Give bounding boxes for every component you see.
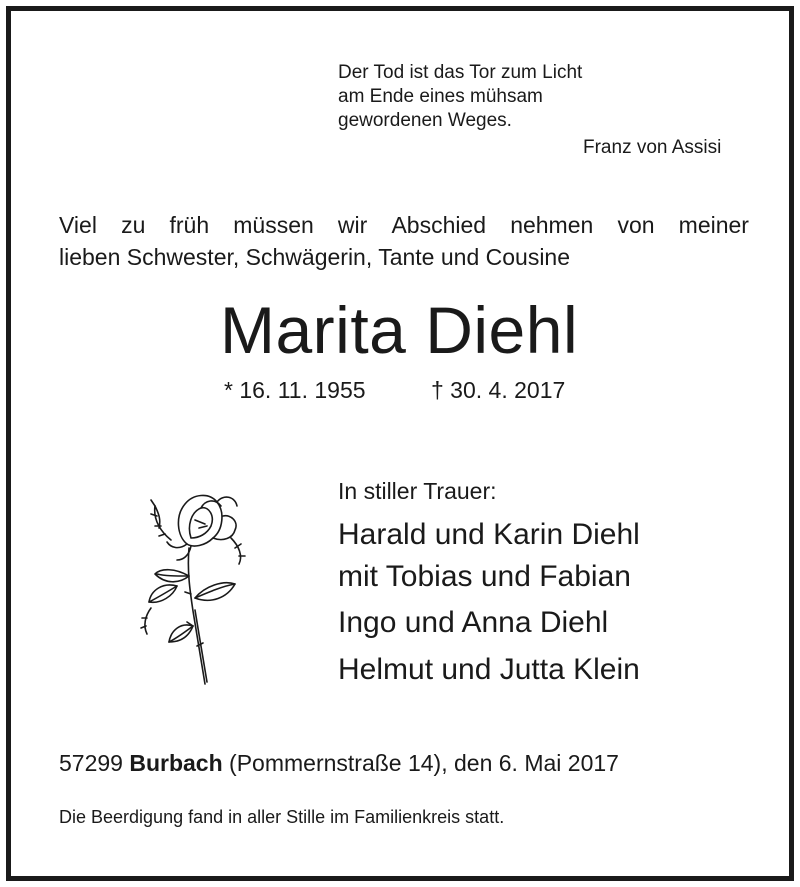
quote-author: Franz von Assisi [583, 137, 722, 158]
intro-word: nehmen [510, 212, 594, 238]
quote [338, 61, 582, 133]
intro-line-2: lieben Schwester, Schwägerin, Tante und Cousine [59, 244, 571, 270]
address-date: (Pommernstraße 14), den 6. Mai 2017 [229, 750, 619, 776]
town-name: Burbach [129, 750, 223, 776]
mourner-line: Helmut und Jutta Klein [338, 653, 640, 686]
mourner-line: Ingo und Anna Diehl [338, 606, 609, 639]
intro-word: Abschied [391, 212, 487, 238]
quote-line-3: gewordenen Weges. [338, 110, 512, 131]
birth-date: * 16. 11. 1955 [224, 377, 366, 403]
zip-code: 57299 [59, 750, 123, 776]
intro-word: Viel [59, 212, 97, 238]
quote-line-2: am Ende eines mühsam [338, 86, 543, 107]
mourning-heading: In stiller Trauer: [338, 478, 497, 504]
mourner-line: mit Tobias und Fabian [338, 560, 631, 593]
intro-word: zu [121, 212, 146, 238]
place-date-line [59, 750, 619, 777]
death-date: † 30. 4. 2017 [431, 377, 566, 403]
intro-word: müssen [233, 212, 314, 238]
intro-text [59, 209, 749, 273]
intro-word: von [617, 212, 655, 238]
rose-icon [131, 476, 261, 691]
deceased-name: Marita Diehl [220, 293, 579, 367]
obituary-card [6, 6, 794, 881]
quote-line-1: Der Tod ist das Tor zum Licht [338, 62, 583, 83]
mourner-line: Harald und Karin Diehl [338, 518, 640, 551]
intro-word: wir [337, 212, 368, 238]
intro-word: früh [169, 212, 210, 238]
funeral-note: Die Beerdigung fand in aller Stille im Familienkreis statt. [59, 807, 505, 827]
intro-word: meiner [678, 212, 749, 238]
intro-line-1 [59, 209, 749, 241]
